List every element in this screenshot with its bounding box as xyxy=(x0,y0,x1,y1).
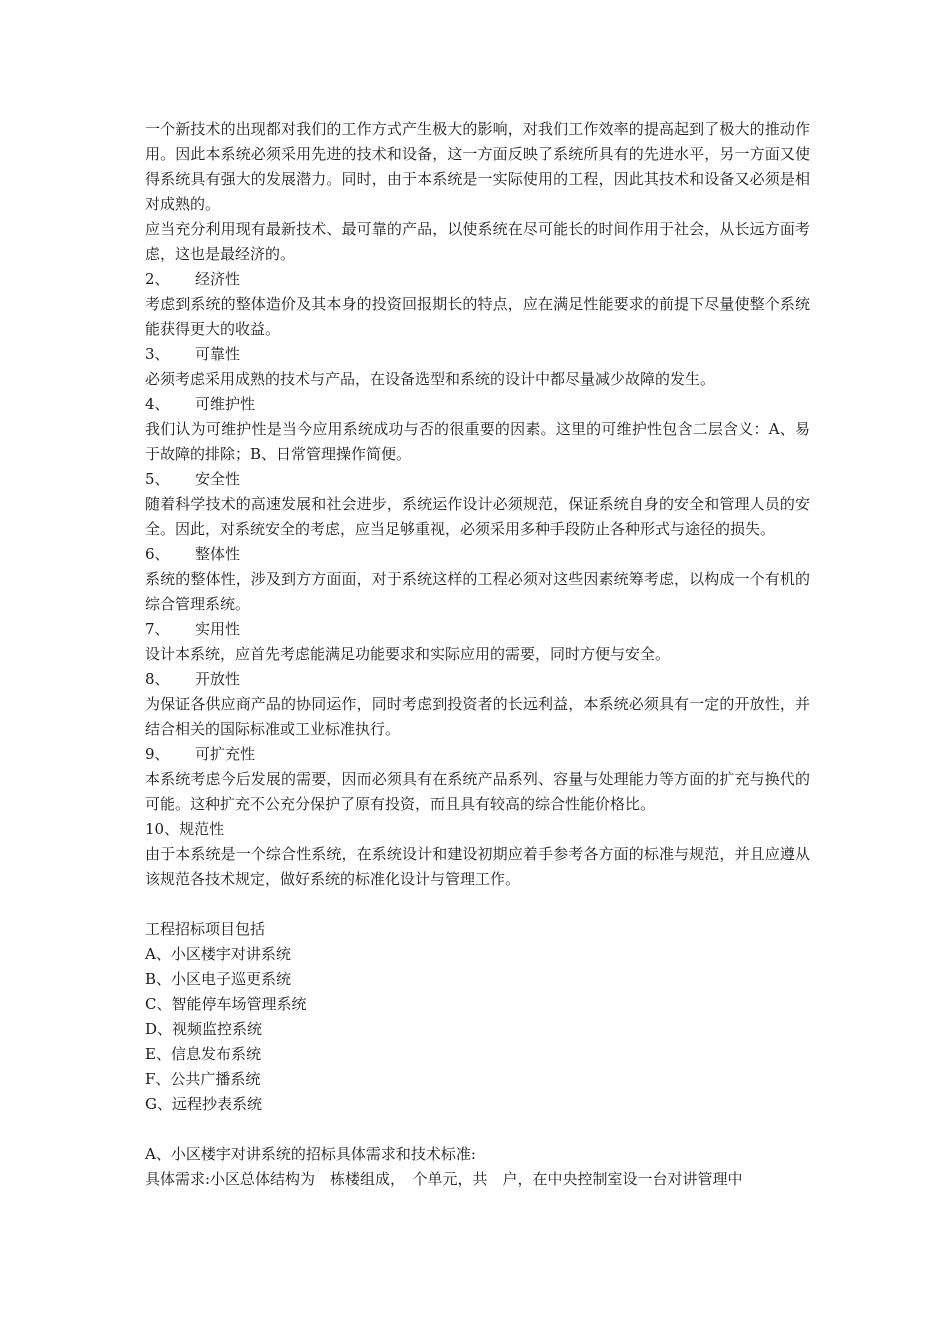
principle-title: 整体性 xyxy=(195,545,241,563)
principle-body-scalability: 本系统考虑今后发展的需要，因而必须具有在系统产品系列、容量与处理能力等方面的扩充与换代的可能。这种扩充不公充分保护了原有投资，而且具有较高的综合性能价格比。 xyxy=(145,770,810,813)
principle-body-integrity: 系统的整体性，涉及到方方面面，对于系统这样的工程必须对这些因素统筹考虑，以构成一个有机的综合管理系统。 xyxy=(145,570,810,613)
principle-heading-integrity xyxy=(145,542,810,567)
principle-number: 7、 xyxy=(145,620,170,638)
principle-number: 8、 xyxy=(145,670,170,688)
principle-body-reliability: 必须考虑采用成熟的技术与产品，在设备选型和系统的设计中都尽量减少故障的发生。 xyxy=(145,370,716,388)
project-list-heading: 工程招标项目包括 xyxy=(145,920,266,938)
principle-title: 安全性 xyxy=(195,470,241,488)
principle-heading-economy xyxy=(145,267,810,292)
principle-body-economy: 考虑到系统的整体造价及其本身的投资回报期长的特点，应在满足性能要求的前提下尽量使整个系统能获得更大的收益。 xyxy=(145,295,810,338)
principle-heading-standardization xyxy=(145,817,810,842)
principle-title: 实用性 xyxy=(195,620,241,638)
project-list-item: B、小区电子巡更系统 xyxy=(145,970,292,988)
principle-heading-practicality xyxy=(145,617,810,642)
principle-title: 可靠性 xyxy=(195,345,241,363)
principle-title: 经济性 xyxy=(195,270,241,288)
principle-heading-reliability xyxy=(145,342,810,367)
principle-title: 可维护性 xyxy=(195,395,256,413)
principle-heading-security xyxy=(145,467,810,492)
principle-number: 3、 xyxy=(145,345,170,363)
project-list-item: E、信息发布系统 xyxy=(145,1045,261,1063)
project-list-item: G、远程抄表系统 xyxy=(145,1095,262,1113)
principle-title: 开放性 xyxy=(195,670,241,688)
principle-heading-scalability xyxy=(145,742,810,767)
principle-body-practicality: 设计本系统，应首先考虑能满足功能要求和实际应用的需要，同时方便与安全。 xyxy=(145,645,671,663)
principle-number: 10、 xyxy=(145,820,180,838)
project-list-item: F、公共广播系统 xyxy=(145,1070,261,1088)
spacer xyxy=(145,892,810,917)
principle-body-maintainability: 我们认为可维护性是当今应用系统成功与否的很重要的因素。这里的可维护性包含二层含义：A、易于故障的排除；B、日常管理操作简便。 xyxy=(145,420,810,463)
principle-body-standardization: 由于本系统是一个综合性系统，在系统设计和建设初期应着手参考各方面的标准与规范，并且应遵从该规范各技术规定，做好系统的标准化设计与管理工作。 xyxy=(145,845,810,888)
document-page xyxy=(145,117,810,1192)
principle-heading-maintainability xyxy=(145,392,810,417)
principle-body-openness: 为保证各供应商产品的协同运作，同时考虑到投资者的长远利益，本系统必须具有一定的开放性，并结合相关的国际标准或工业标准执行。 xyxy=(145,695,810,738)
project-list-item: D、视频监控系统 xyxy=(145,1020,263,1038)
section-a-body: 具体需求:小区总体结构为 栋楼组成， 个单元，共 户，在中央控制室设一台对讲管理中 xyxy=(145,1170,743,1188)
intro-paragraph-1: 一个新技术的出现都对我们的工作方式产生极大的影响，对我们工作效率的提高起到了极大的推动作用。因此本系统必须采用先进的技术和设备，这一方面反映了系统所具有的先进水平，另一方面又使得系统具有强大的发展潜力。同时，由于本系统是一实际使用的工程，因此其技术和设备又必须是相对成熟的。 xyxy=(145,120,810,213)
principle-number: 4、 xyxy=(145,395,170,413)
project-list-item: A、小区楼宇对讲系统 xyxy=(145,945,291,963)
section-a-heading: A、小区楼宇对讲系统的招标具体需求和技术标准: xyxy=(145,1145,476,1163)
intro-paragraph-2: 应当充分利用现有最新技术、最可靠的产品，以使系统在尽可能长的时间作用于社会，从长远方面考虑，这也是最经济的。 xyxy=(145,220,810,263)
principle-number: 5、 xyxy=(145,470,170,488)
principle-body-security: 随着科学技术的高速发展和社会进步，系统运作设计必须规范，保证系统自身的安全和管理人员的安全。因此，对系统安全的考虑，应当足够重视，必须采用多种手段防止各种形式与途径的损失。 xyxy=(145,495,810,538)
project-list-item: C、智能停车场管理系统 xyxy=(145,995,307,1013)
principle-title: 规范性 xyxy=(179,820,225,838)
principle-number: 2、 xyxy=(145,270,170,288)
principle-title: 可扩充性 xyxy=(195,745,256,763)
principle-heading-openness xyxy=(145,667,810,692)
principle-number: 9、 xyxy=(145,745,170,763)
principle-number: 6、 xyxy=(145,545,170,563)
spacer xyxy=(145,1117,810,1142)
